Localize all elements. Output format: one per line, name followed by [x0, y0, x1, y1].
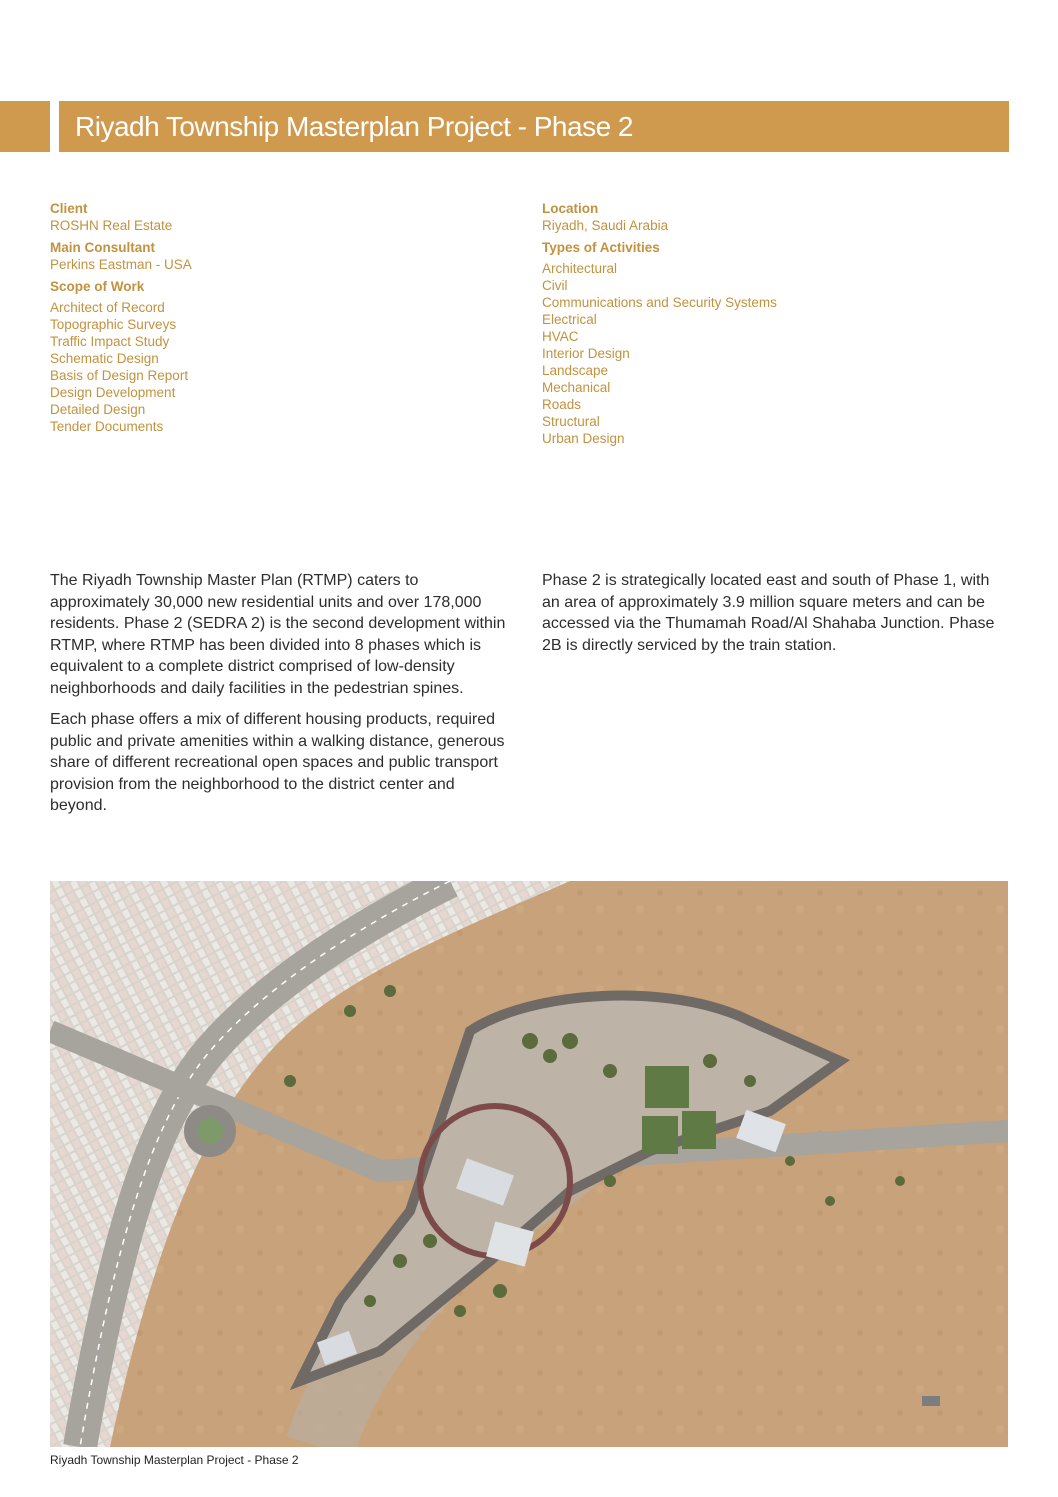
- activities-label: Types of Activities: [542, 240, 660, 255]
- list-item: Topographic Surveys: [50, 317, 177, 332]
- list-item: Design Development: [50, 385, 176, 400]
- activities-list: [542, 260, 982, 447]
- client-label: Client: [50, 201, 88, 216]
- header-accent-block: [0, 101, 50, 152]
- header-bar: [59, 101, 1009, 152]
- list-item: Architectural: [542, 261, 618, 276]
- list-item: Schematic Design: [50, 351, 159, 366]
- sports-field: [645, 1066, 689, 1108]
- body-paragraph-2: Each phase offers a mix of different housing products, required public and private amenities within a walking distance, generous share of different recreational open spaces and public transport provision from the neighborhood to the district center and beyond.: [50, 711, 505, 814]
- list-item: Civil: [542, 278, 568, 293]
- location-label: Location: [542, 201, 599, 216]
- list-item: Landscape: [542, 363, 609, 378]
- list-item: Detailed Design: [50, 402, 146, 417]
- list-item: Communications and Security Systems: [542, 295, 777, 310]
- scope-list: [50, 299, 490, 435]
- list-item: Roads: [542, 397, 582, 412]
- page-title: Riyadh Township Masterplan Project - Phase 2: [75, 111, 634, 142]
- list-item: Mechanical: [542, 380, 611, 395]
- list-item: Architect of Record: [50, 300, 165, 315]
- list-item: Interior Design: [542, 346, 630, 361]
- consultant-value: Perkins Eastman - USA: [50, 257, 192, 272]
- body-text-left: [50, 570, 512, 827]
- list-item: HVAC: [542, 329, 579, 344]
- project-info-left: [50, 200, 490, 435]
- body-text-right: [542, 570, 1004, 666]
- list-item: Traffic Impact Study: [50, 334, 170, 349]
- project-info-right: [542, 200, 982, 447]
- list-item: Electrical: [542, 312, 597, 327]
- list-item: Tender Documents: [50, 419, 164, 434]
- sports-field: [642, 1116, 678, 1154]
- body-paragraph-3: Phase 2 is strategically located east and south of Phase 1, with an area of approximately 3.9 million square meters and can be accessed via the Thumamah Road/Al Shahaba Junction. Phase 2B is directly serviced by the train station.: [542, 572, 995, 654]
- scope-label: Scope of Work: [50, 279, 145, 294]
- body-paragraph-1: The Riyadh Township Master Plan (RTMP) caters to approximately 30,000 new residential units and over 178,000 residents. Phase 2 (SEDRA 2) is the second development within RTMP, where RTMP has been divided into 8 phases which is equivalent to a complete district comprised of low-density neighborhoods and daily facilities in the pedestrian spines.: [50, 572, 506, 697]
- client-value: ROSHN Real Estate: [50, 218, 173, 233]
- location-value: Riyadh, Saudi Arabia: [542, 218, 669, 233]
- sports-field: [682, 1111, 716, 1149]
- masterplan-aerial-render: [50, 881, 1008, 1447]
- consultant-label: Main Consultant: [50, 240, 155, 255]
- list-item: Basis of Design Report: [50, 368, 189, 383]
- list-item: Urban Design: [542, 431, 625, 446]
- list-item: Structural: [542, 414, 600, 429]
- small-structure: [922, 1396, 940, 1406]
- image-caption: Riyadh Township Masterplan Project - Phase 2: [50, 1453, 299, 1467]
